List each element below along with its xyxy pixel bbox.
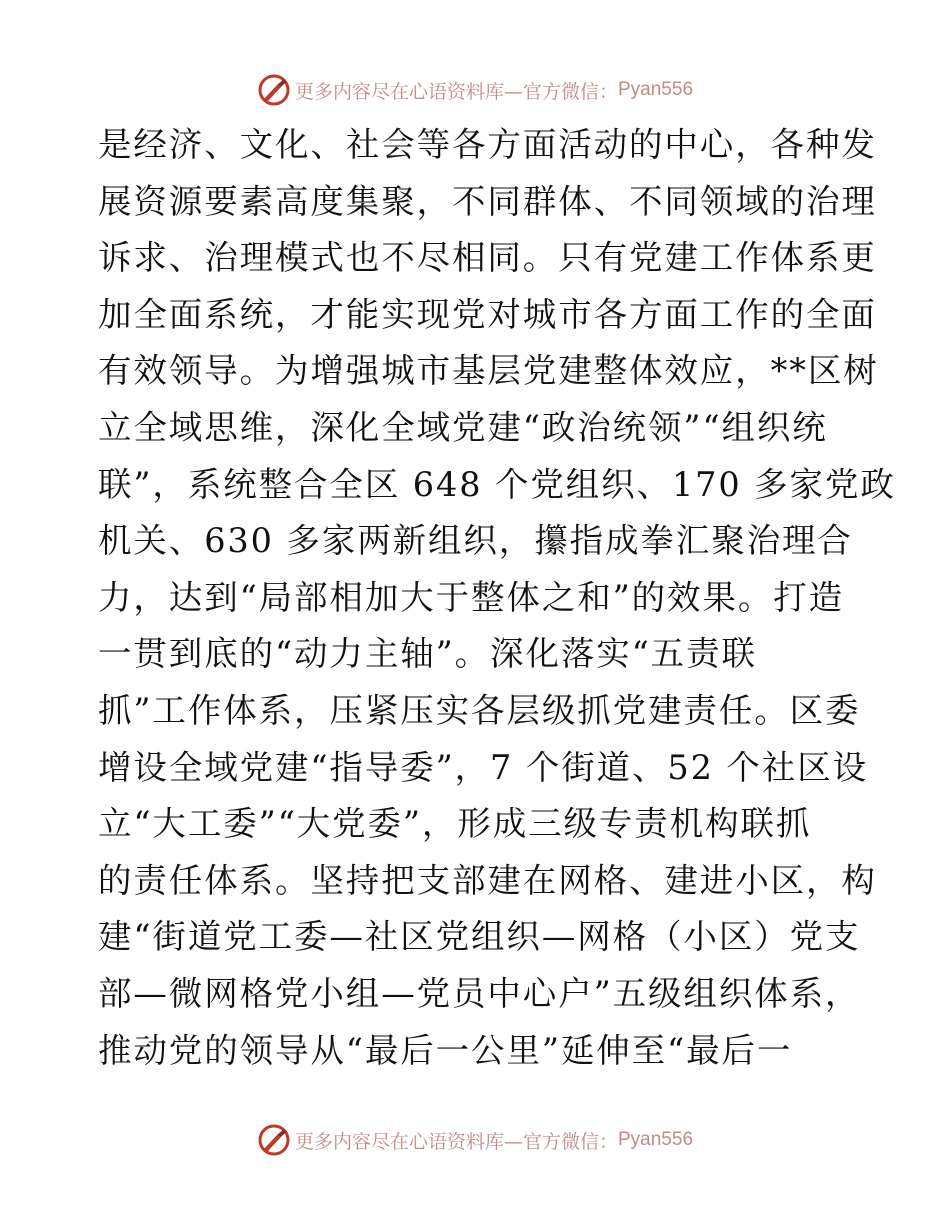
footer-banner xyxy=(0,1120,950,1160)
text-line: 是经济、文化、社会等各方面活动的中心，各种发 xyxy=(98,125,877,164)
pen-logo-icon xyxy=(257,73,291,107)
header-wechat-id: Pyan556 xyxy=(618,79,694,100)
pen-logo-icon xyxy=(257,1123,291,1157)
text-line: 立全域思维，深化全域党建“政治统领”“组织统 xyxy=(98,407,828,447)
text-line: 一贯到底的“动力主轴”。深化落实“五责联 xyxy=(98,634,757,674)
text-line: 部—微网格党小组—党员中心户”五级组织体系， xyxy=(98,973,861,1013)
text-line: 建“街道党工委—社区党组织—网格（小区）党支 xyxy=(98,917,861,957)
text-line: 抓”工作体系，压紧压实各层级抓党建责任。区委 xyxy=(98,690,861,730)
header-banner xyxy=(0,70,950,110)
text-line: 有效领导。为增强城市基层党建整体效应，**区树 xyxy=(98,351,879,391)
footer-text: 更多内容尽在心语资料库—官方微信： xyxy=(294,1130,618,1153)
text-line: 力，达到“局部相加大于整体之和”的效果。打造 xyxy=(98,577,845,617)
text-line: 展资源要素高度集聚，不同群体、不同领域的治理 xyxy=(98,181,877,221)
text-line: 机关、630 多家两新组织，攥指成拳汇聚治理合 xyxy=(98,521,853,561)
text-line: 诉求、治理模式也不尽相同。只有党建工作体系更 xyxy=(98,238,877,278)
text-line: 推动党的领导从“最后一公里”延伸至“最后一 xyxy=(98,1030,793,1070)
text-line: 增设全域党建“指导委”，7 个街道、52 个社区设 xyxy=(98,747,868,787)
header-text: 更多内容尽在心语资料库—官方微信： xyxy=(294,80,618,103)
footer-wechat-id: Pyan556 xyxy=(618,1129,694,1150)
text-line: 联”，系统整合全区 648 个党组织、170 多家党政 xyxy=(98,464,896,504)
body-text xyxy=(98,117,896,1079)
text-line: 加全面系统，才能实现党对城市各方面工作的全面 xyxy=(98,294,877,334)
text-line: 立“大工委”“大党委”，形成三级专责机构联抓 xyxy=(98,804,812,844)
text-line: 的责任体系。坚持把支部建在网格、建进小区，构 xyxy=(98,860,877,900)
